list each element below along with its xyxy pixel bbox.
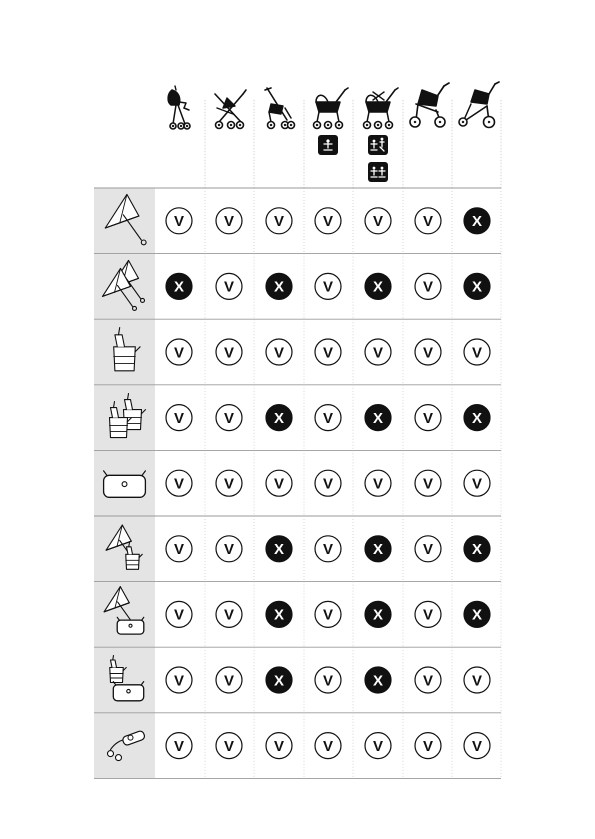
duo-stroller-icon: [364, 88, 399, 129]
mark-label: X: [273, 606, 285, 624]
mark-label: V: [372, 344, 384, 362]
mark-label: X: [471, 213, 483, 231]
mark-label: X: [372, 541, 384, 559]
table-row: [94, 319, 501, 385]
compatible-mark: [464, 470, 490, 496]
single-seat-badge-icon: [318, 135, 338, 155]
row-label-cell: [94, 713, 155, 779]
mark-label: V: [223, 344, 235, 362]
mark-label: V: [223, 606, 235, 624]
mark-label: X: [173, 278, 185, 296]
compact-stroller-icon: [168, 86, 190, 129]
incompatible-mark: [266, 536, 292, 562]
compatible-mark: [365, 339, 391, 365]
mark-label: V: [322, 213, 334, 231]
mark-label: V: [372, 475, 384, 493]
compatible-mark: [266, 470, 292, 496]
incompatible-mark: [365, 536, 391, 562]
mark-label: X: [372, 606, 384, 624]
compatible-mark: [166, 667, 192, 693]
mark-label: V: [322, 475, 334, 493]
compatible-mark: [166, 405, 192, 431]
compatible-mark: [315, 339, 341, 365]
compatible-mark: [365, 470, 391, 496]
mark-label: V: [422, 344, 434, 362]
incompatible-mark: [266, 405, 292, 431]
row-label-cell: [94, 516, 155, 582]
compatible-mark: [464, 733, 490, 759]
compatible-mark: [166, 208, 192, 234]
mark-label: V: [422, 409, 434, 427]
header-column: [265, 88, 295, 129]
incompatible-mark: [464, 405, 490, 431]
compatibility-rows: [94, 188, 501, 778]
table-row: [94, 647, 501, 713]
compatible-mark: [315, 405, 341, 431]
mark-label: V: [223, 475, 235, 493]
mark-label: V: [273, 213, 285, 231]
mark-label: X: [471, 409, 483, 427]
mark-label: V: [422, 475, 434, 493]
mark-label: V: [471, 672, 483, 690]
mark-label: V: [322, 672, 334, 690]
compatible-mark: [216, 667, 242, 693]
compatible-mark: [266, 208, 292, 234]
sibling-seat-badge-icon: [368, 135, 388, 155]
compatible-mark: [315, 667, 341, 693]
compatible-mark: [216, 536, 242, 562]
incompatible-mark: [166, 273, 192, 299]
large-stroller-icon: [410, 83, 449, 127]
table-row: [94, 516, 501, 582]
header-column: [459, 82, 499, 128]
mark-label: V: [372, 213, 384, 231]
compatible-mark: [315, 536, 341, 562]
mark-label: V: [322, 344, 334, 362]
header-column: [364, 88, 399, 182]
twin-seat-badge-icon: [368, 162, 388, 182]
table-row: [94, 188, 501, 254]
mark-label: V: [223, 278, 235, 296]
compatible-mark: [365, 733, 391, 759]
mark-label: V: [223, 213, 235, 231]
incompatible-mark: [365, 601, 391, 627]
mark-label: V: [322, 541, 334, 559]
mark-label: V: [223, 409, 235, 427]
compatible-mark: [415, 405, 441, 431]
header-column: [168, 86, 190, 129]
mark-label: V: [422, 278, 434, 296]
compatible-mark: [166, 733, 192, 759]
incompatible-mark: [266, 667, 292, 693]
mark-label: X: [372, 278, 384, 296]
compatible-mark: [415, 733, 441, 759]
mark-label: X: [471, 541, 483, 559]
mark-label: X: [471, 606, 483, 624]
compatible-mark: [216, 733, 242, 759]
table-row: [94, 254, 501, 320]
header-column: [410, 83, 449, 127]
compatible-mark: [415, 273, 441, 299]
compatible-mark: [464, 667, 490, 693]
mark-label: V: [422, 541, 434, 559]
table-row: [94, 582, 501, 648]
header-column: [314, 88, 349, 155]
mark-label: X: [372, 409, 384, 427]
mark-label: V: [173, 672, 185, 690]
compatible-mark: [315, 273, 341, 299]
incompatible-mark: [266, 273, 292, 299]
compatible-mark: [415, 208, 441, 234]
mark-label: V: [273, 737, 285, 755]
mark-label: V: [471, 475, 483, 493]
mark-label: V: [173, 737, 185, 755]
mark-label: V: [422, 213, 434, 231]
mark-label: V: [273, 344, 285, 362]
mark-label: V: [471, 344, 483, 362]
compatible-mark: [315, 733, 341, 759]
compatible-mark: [315, 208, 341, 234]
mark-label: V: [471, 737, 483, 755]
mark-label: V: [322, 409, 334, 427]
compatible-mark: [166, 536, 192, 562]
compatible-mark: [415, 339, 441, 365]
compatible-mark: [216, 339, 242, 365]
single-stroller-icon: [314, 88, 349, 129]
mark-label: V: [223, 672, 235, 690]
mark-label: V: [422, 606, 434, 624]
compatible-mark: [216, 470, 242, 496]
mark-label: V: [273, 475, 285, 493]
compatible-mark: [415, 470, 441, 496]
compatible-mark: [166, 470, 192, 496]
mark-label: X: [372, 672, 384, 690]
mark-label: V: [422, 737, 434, 755]
table-row: [94, 713, 501, 779]
mark-label: V: [223, 737, 235, 755]
mark-label: V: [223, 541, 235, 559]
mark-label: X: [273, 672, 285, 690]
mark-label: X: [273, 278, 285, 296]
header-column: [215, 90, 246, 129]
compatible-mark: [216, 208, 242, 234]
compatible-mark: [166, 601, 192, 627]
folded-stroller-icon: [265, 88, 295, 129]
table-row: [94, 450, 501, 516]
row-label-cell: [94, 647, 155, 713]
compatible-mark: [415, 536, 441, 562]
compatible-mark: [365, 208, 391, 234]
compatible-mark: [464, 339, 490, 365]
mark-label: V: [173, 409, 185, 427]
incompatible-mark: [365, 273, 391, 299]
mark-label: V: [322, 606, 334, 624]
compatible-mark: [315, 470, 341, 496]
incompatible-mark: [464, 208, 490, 234]
compatible-mark: [216, 405, 242, 431]
mark-label: X: [471, 278, 483, 296]
compatible-mark: [266, 339, 292, 365]
organizer-bag-icon: [104, 471, 146, 497]
stroller-header-row: [168, 82, 501, 188]
mark-label: V: [173, 541, 185, 559]
compatible-mark: [216, 601, 242, 627]
mark-label: V: [173, 213, 185, 231]
folding-stroller-icon: [215, 90, 246, 129]
table-row: [94, 385, 501, 451]
mark-label: V: [422, 672, 434, 690]
mark-label: X: [273, 541, 285, 559]
incompatible-mark: [464, 273, 490, 299]
incompatible-mark: [365, 405, 391, 431]
mark-label: X: [273, 409, 285, 427]
compatible-mark: [315, 601, 341, 627]
mark-label: V: [372, 737, 384, 755]
row-label-cell: [94, 582, 155, 648]
mark-label: V: [173, 475, 185, 493]
jogging-stroller-icon: [459, 82, 499, 128]
compatible-mark: [266, 733, 292, 759]
incompatible-mark: [464, 536, 490, 562]
mark-label: V: [322, 278, 334, 296]
mark-label: V: [173, 344, 185, 362]
compatible-mark: [216, 273, 242, 299]
incompatible-mark: [266, 601, 292, 627]
incompatible-mark: [464, 601, 490, 627]
mark-label: V: [322, 737, 334, 755]
incompatible-mark: [365, 667, 391, 693]
compatible-mark: [415, 667, 441, 693]
compatible-mark: [415, 601, 441, 627]
mark-label: V: [173, 606, 185, 624]
compatible-mark: [166, 339, 192, 365]
